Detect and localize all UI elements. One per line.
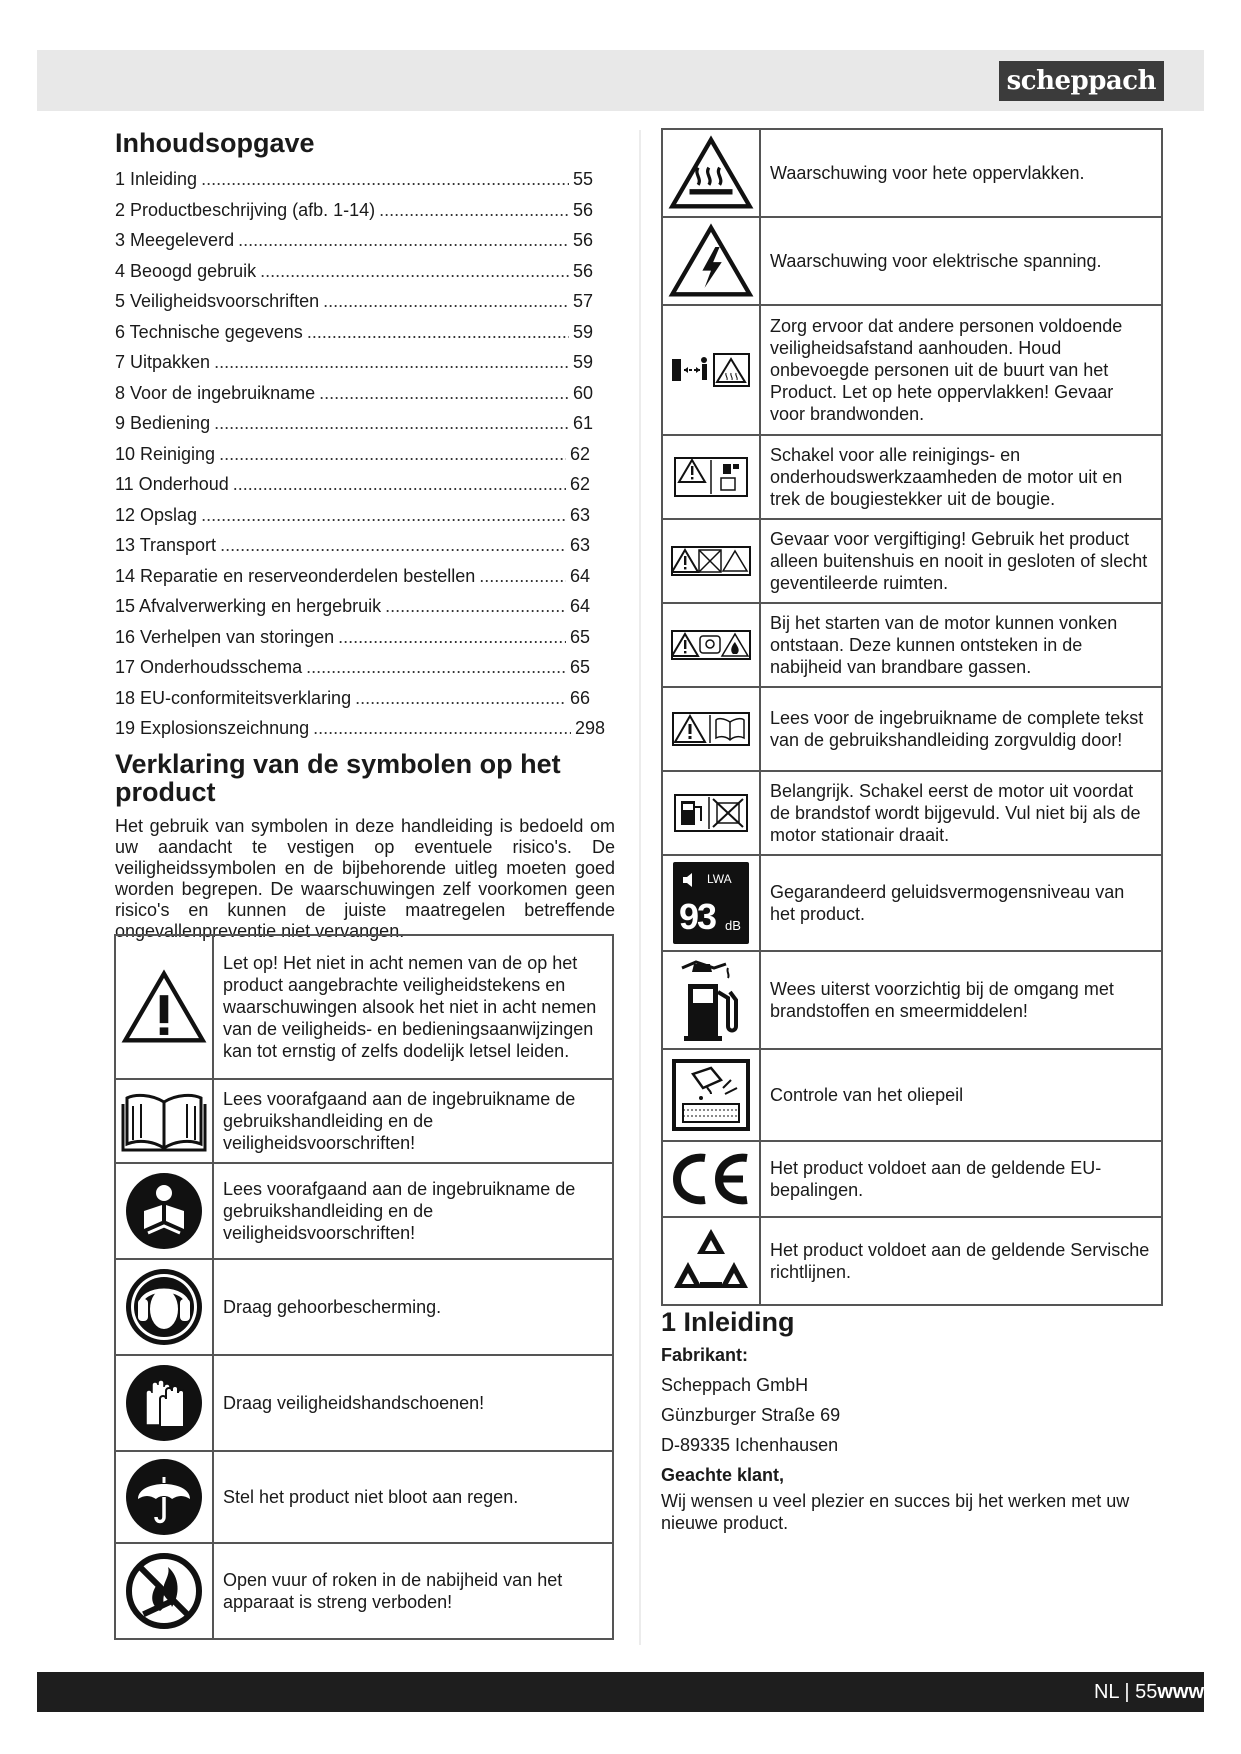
toc-entry-page: 64 [569,596,590,616]
symbol-row [662,129,1162,217]
electric-voltage-icon [662,217,760,305]
toc-leader [214,408,569,439]
toc-entry-page: 63 [569,504,590,525]
toc-leader [214,347,569,378]
warning-read-manual-icon [662,687,760,771]
page-number: NL | 55 [1093,1681,1158,1703]
scheppach-logo: scheppach [999,61,1164,101]
toc-entry-page: 59 [572,352,593,372]
sound-power-badge [673,862,749,944]
no-open-fire-icon [115,1543,213,1639]
toc-entry-page: 56 [572,199,593,220]
toc-leader [260,256,569,287]
open-book-icon [115,1079,213,1163]
symbol-description: Belangrijk. Schakel eerst de motor uit voordat de brandstof wordt bijgevuld. Vul niet bij als de motor stationair draait. [760,771,1162,855]
toc-entry-page: 56 [572,260,593,281]
toc-leader [233,469,566,500]
toc-entry[interactable] [115,225,593,256]
toc-entry-page: 64 [569,565,590,586]
toc-entry-label: 16 Verhelpen van storingen [115,626,335,647]
toc-entry[interactable] [115,713,605,744]
toc-entry[interactable] [115,378,593,409]
toc-entry-page: 298 [574,718,605,738]
company-name: Scheppach GmbH [661,1375,809,1395]
toc-entry[interactable] [115,439,590,470]
toc-entry[interactable] [115,622,590,653]
footer-web: www [1157,1681,1204,1703]
toc-entry[interactable] [115,530,590,561]
read-manual-icon [115,1163,213,1259]
sound-value: 93 [679,896,716,937]
warning-triangle-icon [115,935,213,1079]
symbol-description: Lees voorafgaand aan de ingebruikname de gebruikshandleiding en de veiligheidsvoorschriften! [213,1163,613,1259]
symbol-description: Bij het starten van de motor kunnen vonken ontstaan. Deze kunnen ontsteken in de nabijheid van brandbare gassen. [760,603,1162,687]
umbrella-rain-icon [115,1451,213,1543]
toc-entry-page: 55 [572,169,593,189]
column-divider [639,130,641,1645]
toc-entry-page: 62 [569,474,590,494]
symbol-row [662,519,1162,603]
manufacturer-label: Fabrikant: [661,1345,749,1365]
toc-entry-label: 5 Veiligheidsvoorschriften [115,291,320,311]
toc-entry-label: 11 Onderhoud [115,474,229,494]
toc-entry-label: 17 Onderhoudsschema [115,657,303,677]
toc-entry-page: 62 [569,443,590,464]
toc-entry-page: 61 [572,413,593,433]
toc-entry-label: 19 Explosionszeichnung [115,718,310,738]
toc-entry-label: 10 Reiniging [115,443,216,464]
symbol-row [115,1163,613,1259]
symbol-description: Stel het product niet bloot aan regen. [213,1451,613,1543]
symbol-description: Het product voldoet aan de geldende Servische richtlijnen. [760,1217,1162,1305]
toc-entry-label: 7 Uitpakken [115,352,211,372]
toc-entry-label: 13 Transport [115,535,217,555]
toc-leader [479,561,566,592]
toc-entry[interactable] [115,408,593,439]
toc-entry-label: 1 Inleiding [115,169,198,189]
toc-entry-page: 65 [569,657,590,677]
toc-leader [201,164,569,195]
symbols-intro: Het gebruik van symbolen in deze handleiding is bedoeld om uw aandacht te vestigen op eventuele risico's. De veiligheidssymbolen en de bijbehorende uitleg moeten goed worden begrepen. De waarschuwingen zelf voorkomen geen risico's en kunnen de juiste maatregelen betreffende ongevallenpreventie niet vervangen. [115,815,615,941]
toc-entry[interactable] [115,683,590,714]
toc-entry[interactable] [115,164,593,195]
symbol-row [115,935,613,1079]
symbol-row [662,603,1162,687]
symbol-row [662,855,1162,951]
toc-leader [306,652,566,683]
symbol-row [115,1355,613,1451]
right-symbol-table [661,128,1163,1306]
left-column [115,126,615,942]
toc-entry[interactable] [115,500,590,531]
symbol-row [115,1451,613,1543]
ce-mark-icon [662,1141,760,1217]
safety-distance-icon [662,305,760,435]
toc-entry[interactable] [115,591,590,622]
inleiding-title: 1 Inleiding [661,1307,795,1337]
symbol-row [115,1079,613,1163]
company-city: D-89335 Ichenhausen [661,1435,839,1455]
symbol-row [662,1217,1162,1305]
symbol-row [662,951,1162,1049]
toc-entry-label: 14 Reparatie en reserveonderdelen bestellen [115,565,476,586]
symbol-row [662,217,1162,305]
intro-body: Wij wensen u veel plezier en succes bij het werken met uw nieuwe product. [661,1491,1130,1533]
toc-leader [319,378,569,409]
toc-entry[interactable] [115,469,590,500]
symbols-section-title: Verklaring van de symbolen op het product [115,748,561,807]
symbol-description: Gevaar voor vergiftiging! Gebruik het product alleen buitenshuis en nooit in gesloten of slecht geventileerde ruimten. [760,519,1162,603]
symbol-row [662,305,1162,435]
toc-entry-page: 66 [569,687,590,708]
toc-entry[interactable] [115,652,590,683]
toc-entry[interactable] [115,286,593,317]
symbol-description: Gegarandeerd geluidsvermogensniveau van het product. [760,855,1162,951]
toc-entry-page: 63 [569,535,590,555]
symbol-description: Open vuur of roken in de nabijheid van het apparaat is streng verboden! [213,1543,613,1639]
toc-entry-page: 60 [572,382,593,403]
toc-leader [201,500,566,531]
toc-entry-label: 4 Beoogd gebruik [115,260,257,281]
toc-entry-page: 65 [569,626,590,647]
symbol-description: Waarschuwing voor hete oppervlakken. [760,129,1162,217]
symbol-row [662,1141,1162,1217]
toc-entry-page: 57 [572,291,593,311]
symbol-description: Schakel voor alle reinigings- en onderhoudswerkzaamheden de motor uit en trek de bougiestekker uit de bougie. [760,435,1162,519]
toc-entry-label: 12 Opslag [115,504,198,525]
symbol-row [662,771,1162,855]
footer-band [37,1672,1204,1712]
symbol-description: Controle van het oliepeil [760,1049,1162,1141]
toc-leader [338,622,566,653]
greeting: Geachte klant, [661,1465,785,1485]
serbian-conformity-icon [662,1217,760,1305]
toc-leader [379,195,569,226]
toc-leader [219,439,566,470]
symbol-description: Het product voldoet aan de geldende EU-bepalingen. [760,1141,1162,1217]
header-band [37,50,1204,111]
symbol-description: Draag gehoorbescherming. [213,1259,613,1355]
toc-entry[interactable] [115,195,593,226]
toc-leader [238,225,569,256]
toc-entry[interactable] [115,256,593,287]
symbol-description: Waarschuwing voor elektrische spanning. [760,217,1162,305]
symbol-row [115,1543,613,1639]
lwa-label: LWA [707,872,732,886]
left-symbol-table [114,934,614,1640]
sound-power-level-icon [662,855,760,951]
symbol-description: Lees voorafgaand aan de ingebruikname de gebruikshandleiding en de veiligheidsvoorschriften! [213,1079,613,1163]
symbol-description: Wees uiterst voorzichtig bij de omgang met brandstoffen en smeermiddelen! [760,951,1162,1049]
spark-gas-warning-icon [662,603,760,687]
ear-protection-icon [115,1259,213,1355]
toc-entry-label: 15 Afvalverwerking en hergebruik [115,596,382,616]
speaker-icon [679,870,699,890]
toc-entry-label: 8 Voor de ingebruikname [115,382,316,403]
toc-entry-label: 9 Bediening [115,413,211,433]
toc-leader [220,530,566,561]
toc-entry-page: 59 [572,321,593,342]
toc-title: Inhoudsopgave [115,128,315,158]
symbol-description: Zorg ervoor dat andere personen voldoende veiligheidsafstand aanhouden. Houd onbevoegde personen uit de buurt van het Product. Let op hete oppervlakken! Gevaar voor brandwonden. [760,305,1162,435]
toc-entry[interactable] [115,347,593,378]
company-street: Günzburger Straße 69 [661,1405,841,1425]
toc-leader [307,317,569,348]
toc-entry-label: 2 Productbeschrijving (afb. 1-14) [115,199,376,220]
symbol-description: Lees voor de ingebruikname de complete tekst van de gebruikshandleiding zorgvuldig door! [760,687,1162,771]
toc-leader [323,286,569,317]
fuel-oil-icon [662,951,760,1049]
toc-entry[interactable] [115,561,590,592]
spark-plug-warning-icon [662,435,760,519]
toc-leader [313,713,571,744]
symbol-description: Draag veiligheidshandschoenen! [213,1355,613,1451]
symbol-description: Let op! Het niet in acht nemen van de op het product aangebrachte veiligheidstekens en waarschuwingen alsook het niet in acht nemen van de veiligheids- en bedieningsaanwijzingen kan tot ernstig of zelfs dodelijk letsel leiden. [213,935,613,1079]
toc-entry-label: 18 EU-conformiteitsverklaring [115,687,352,708]
inleiding-section [661,1308,1161,1534]
refuel-engine-off-icon [662,771,760,855]
symbol-row [662,1049,1162,1141]
symbol-row [115,1259,613,1355]
poisoning-warning-icon [662,519,760,603]
gloves-icon [115,1355,213,1451]
symbol-row [662,687,1162,771]
oil-level-check-icon [662,1049,760,1141]
toc-leader [385,591,566,622]
toc-entry-label: 6 Technische gegevens [115,321,303,342]
symbol-row [662,435,1162,519]
toc-leader [355,683,566,714]
hot-surface-icon [662,129,760,217]
toc-entry-label: 3 Meegeleverd [115,230,235,250]
sound-unit: dB [725,918,741,933]
table-of-contents [115,164,615,744]
toc-entry-page: 56 [572,230,593,250]
toc-entry[interactable] [115,317,593,348]
footer-page-label [1094,1672,1204,1712]
